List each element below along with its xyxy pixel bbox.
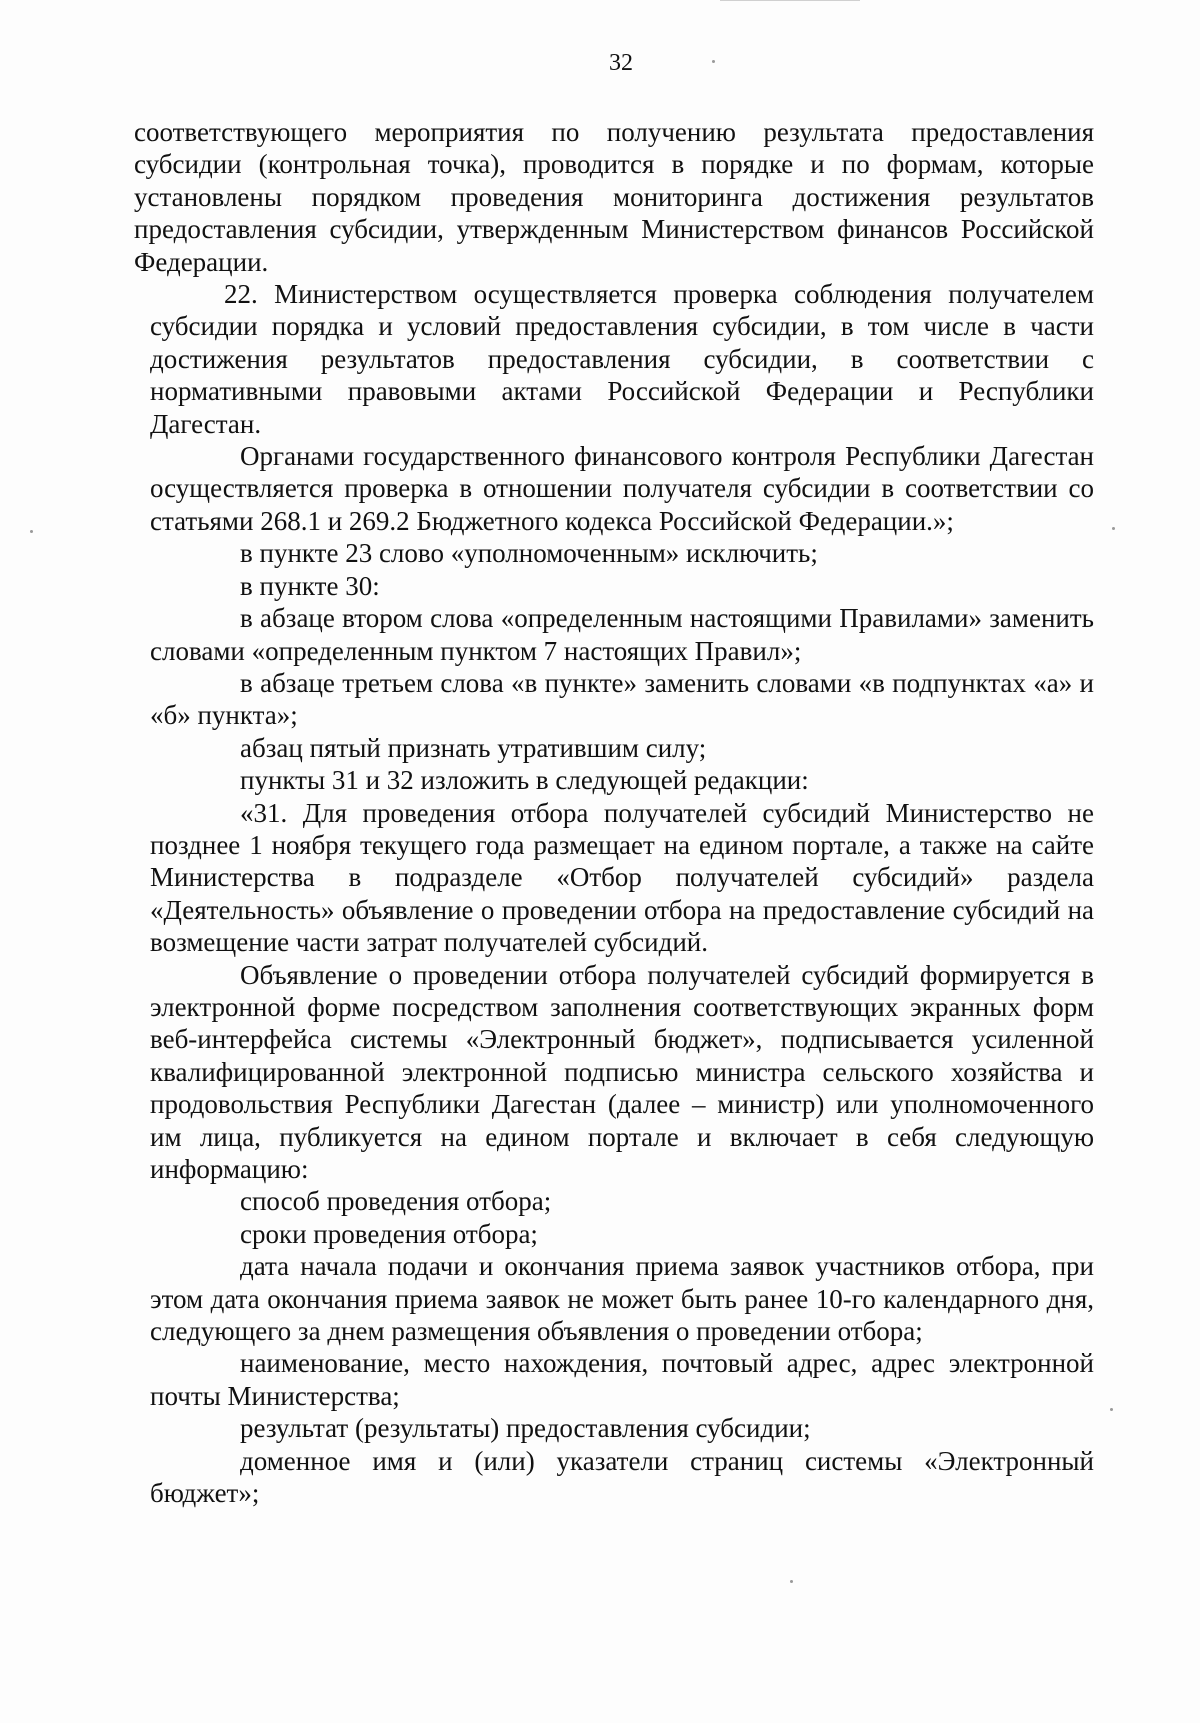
list-item-selection-dates: сроки проведения отбора; (240, 1218, 538, 1249)
paragraph-announcement-info: Объявление о проведении отбора получателей субсидий формируется в электронной форме посредством заполнения соответствующих экранных форм веб-интерфейса системы «Электронный бюджет», подписывается усиленной квалифицированной электронной подписью министра сельского хозяйства и продовольствия Республики Дагестан (далее – министр) или уполномоченного им лица, публикуется на едином портале и включает в себя следующую информацию: (150, 959, 1094, 1184)
document-body (134, 116, 1094, 1509)
paragraph-amendment-second-paragraph: в абзаце втором слова «определенным настоящими Правилами» заменить словами «определенным пунктом 7 настоящих Правил»; (150, 603, 1094, 666)
list-item-domain-name: доменное имя и (или) указатели страниц системы «Электронный бюджет»; (150, 1445, 1094, 1509)
list-item-application-dates: дата начала подачи и окончания приема заявок участников отбора, при этом дата окончания приема заявок не может быть ранее 10-го календарного дня, следующего за днем размещения объявления о проведении отбора; (150, 1251, 1094, 1347)
scan-speck (1112, 527, 1115, 530)
paragraph-amendment-fifth-paragraph: абзац пятый признать утратившим силу; (240, 732, 707, 763)
paragraph-item-31: «31. Для проведения отбора получателей субсидий Министерство не позднее 1 ноября текущего года размещает на едином портале, а также на сайте Министерства в подразделе «Отбор получателей субсидий» раздела «Деятельность» объявление о проведении отбора на предоставление субсидий на возмещение части затрат получателей субсидий. (150, 797, 1094, 958)
paragraph-monitoring-continuation: соответствующего мероприятия по получению результата предоставления субсидии (контрольная точка), проводится в порядке и по формам, которые установлены порядком проведения мониторинга достижения результатов предоставления субсидии, утвержденным Министерством финансов Российской Федерации. (134, 117, 1094, 277)
scan-speck (1110, 1408, 1113, 1411)
paragraph-amendment-item-23: в пункте 23 слово «уполномоченным» исключить; (240, 538, 818, 569)
list-item-ministry-contacts: наименование, место нахождения, почтовый адрес, адрес электронной почты Министерства; (150, 1348, 1094, 1411)
paragraph-amendment-third-paragraph: в абзаце третьем слова «в пункте» заменить словами «в подпунктах «а» и «б» пункта»; (150, 667, 1094, 731)
scan-edge-line (720, 0, 860, 1)
paragraph-amendment-item-30: в пункте 30: (240, 570, 380, 601)
scan-speck (30, 530, 33, 533)
paragraph-item-22: 22. Министерством осуществляется проверка соблюдения получателем субсидии порядка и условий предоставления субсидии, в том числе в части достижения результатов предоставления субсидии, в соответствии с нормативными правовыми актами Российской Федерации и Республики Дагестан. (150, 279, 1094, 439)
indented-text-block (134, 278, 1094, 1509)
page-number: 32 (609, 50, 633, 76)
list-item-selection-method: способ проведения отбора; (240, 1186, 552, 1217)
paragraph-financial-control: Органами государственного финансового контроля Республики Дагестан осуществляется проверка в отношении получателя субсидии в соответствии со статьями 268.1 и 269.2 Бюджетного кодекса Российской Федерации.»; (150, 441, 1094, 536)
scan-speck (790, 1580, 793, 1583)
list-item-subsidy-results: результат (результаты) предоставления субсидии; (240, 1413, 811, 1444)
paragraph-amendment-items-31-32: пункты 31 и 32 изложить в следующей редакции: (240, 765, 809, 796)
